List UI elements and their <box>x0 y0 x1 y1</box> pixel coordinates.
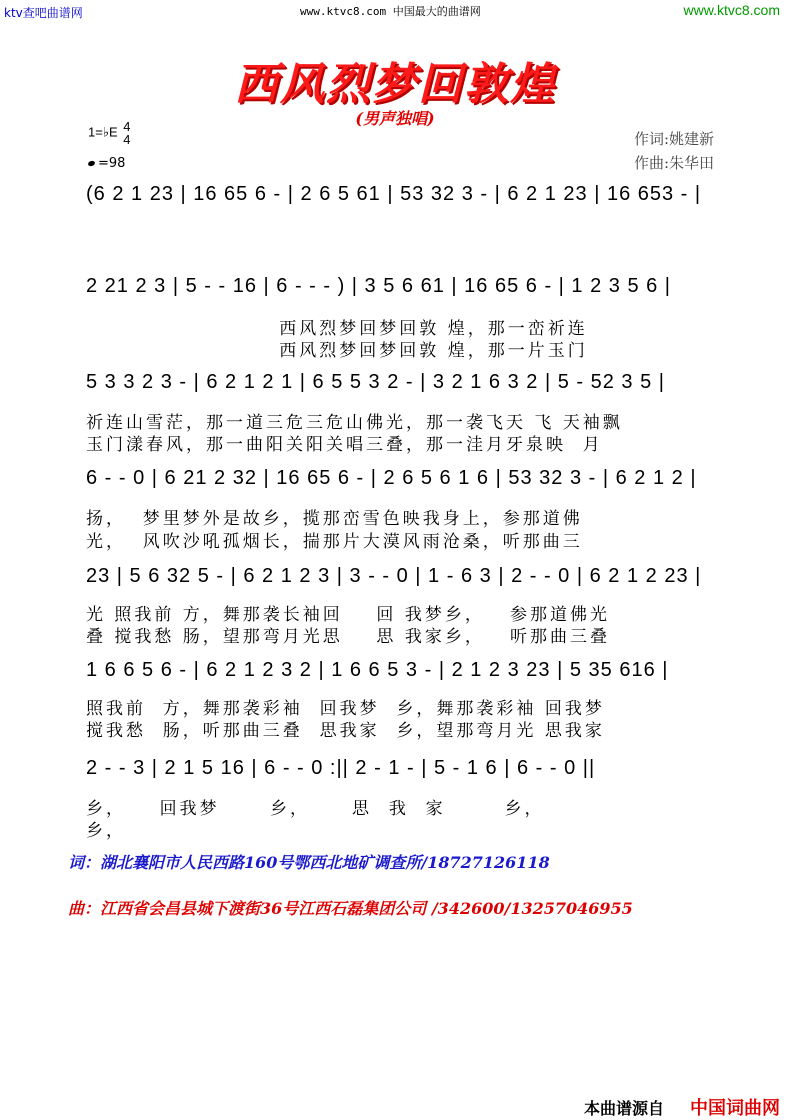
score-row-6 <box>86 654 740 686</box>
lyric-verse-2: 乡， <box>86 821 126 841</box>
lyric-verse-2: 叠 搅我愁 肠，望那弯月光思 思 我家乡， 听那曲三叠 <box>86 627 611 647</box>
score-row-3 <box>86 366 740 398</box>
lyric-verse-1: 祈连山雪茫，那一道三危三危山佛光，那一袭飞天 飞 天袖飘 <box>86 413 623 433</box>
score-row-7 <box>86 752 740 784</box>
notation-line: 6 - - 0 | 6 21 2 32 | 16 65 6 - | 2 6 5 6 1 6 | 53 32 3 - | 6 2 1 2 | <box>86 466 697 489</box>
lyricist-contact: 词：湖北襄阳市人民西路160号鄂西北地矿调查所/18727126118 <box>68 853 550 872</box>
composer-credit: 作曲:朱华田 <box>634 154 715 172</box>
lyric-verse-2: 搅我愁 肠，听那曲三叠 思我家 乡，望那弯月光 思我家 <box>86 721 605 741</box>
lyric-verse-1: 扬， 梦里梦外是故乡，揽那峦雪色映我身上，参那道佛 <box>86 509 583 529</box>
lyric-verse-1: 照我前 方，舞那袭彩袖 回我梦 乡，舞那袭彩袖 回我梦 <box>86 699 605 719</box>
song-subtitle: (男声独唱) <box>355 109 435 128</box>
notation-line: (6 2 1 23 | 16 65 6 - | 2 6 5 61 | 53 32 3 - | 6 2 1 23 | 16 653 - | <box>86 182 702 205</box>
site-name-left: ktv查吧曲谱网 <box>4 6 83 20</box>
time-signature <box>123 120 130 146</box>
score-row-4 <box>86 462 740 494</box>
time-top: 4 <box>123 119 131 134</box>
time-bottom: 4 <box>123 132 131 147</box>
source-site-link[interactable]: 中国词曲网 <box>690 1098 780 1119</box>
score-row-5 <box>86 560 740 592</box>
score-row-1 <box>86 178 740 210</box>
quarter-note-icon <box>87 160 95 167</box>
key-label: 1=♭E <box>88 124 118 140</box>
lyric-verse-1: 西风烈梦回梦回敦 煌，那一峦祈连 <box>86 319 588 339</box>
lyric-verse-2: 玉门漾春风，那一曲阳关阳关唱三叠，那一洼月牙泉映 月 <box>86 435 603 455</box>
song-title: 西风烈梦回敦煌 <box>234 59 556 110</box>
source-label: 本曲谱源自 <box>584 1099 665 1118</box>
notation-line: 23 | 5 6 32 5 - | 6 2 1 2 3 | 3 - - 0 | 1 - 6 3 | 2 - - 0 | 6 2 1 2 23 | <box>86 564 702 587</box>
notation-line: 5 3 3 2 3 - | 6 2 1 2 1 | 6 5 5 3 2 - | 3 2 1 6 3 2 | 5 - 52 3 5 | <box>86 370 665 393</box>
notation-line: 1 6 6 5 6 - | 6 2 1 2 3 2 | 1 6 6 5 3 - | 2 1 2 3 23 | 5 35 616 | <box>86 658 669 681</box>
site-url-right[interactable]: www.ktvc8.com <box>683 2 780 18</box>
notation-line: 2 - - 3 | 2 1 5 16 | 6 - - 0 :|| 2 - 1 - | 5 - 1 6 | 6 - - 0 || <box>86 756 596 779</box>
site-url-center: www.ktvc8.com 中国最大的曲谱网 <box>300 5 481 18</box>
tempo-marking <box>88 156 125 171</box>
composer-contact: 曲：江西省会昌县城下渡街36号江西石磊集团公司 /342600/13257046955 <box>68 899 633 918</box>
score-row-2 <box>86 270 740 302</box>
tempo-value: =98 <box>98 156 126 171</box>
lyric-verse-2: 西风烈梦回梦回敦 煌，那一片玉门 <box>86 341 588 361</box>
lyric-verse-2: 光， 风吹沙吼孤烟长，揣那片大漠风雨沧桑，听那曲三 <box>86 532 583 552</box>
key-signature <box>88 120 130 146</box>
lyric-verse-1: 光 照我前 方，舞那袭长袖回 回 我梦乡， 参那道佛光 <box>86 605 611 625</box>
notation-line: 2 21 2 3 | 5 - - 16 | 6 - - - ) | 3 5 6 61 | 16 65 6 - | 1 2 3 5 6 | <box>86 274 672 297</box>
lyric-verse-1: 乡， 回我梦 乡， 思 我 家 乡， <box>86 799 545 819</box>
lyricist-credit: 作词:姚建新 <box>634 130 715 148</box>
